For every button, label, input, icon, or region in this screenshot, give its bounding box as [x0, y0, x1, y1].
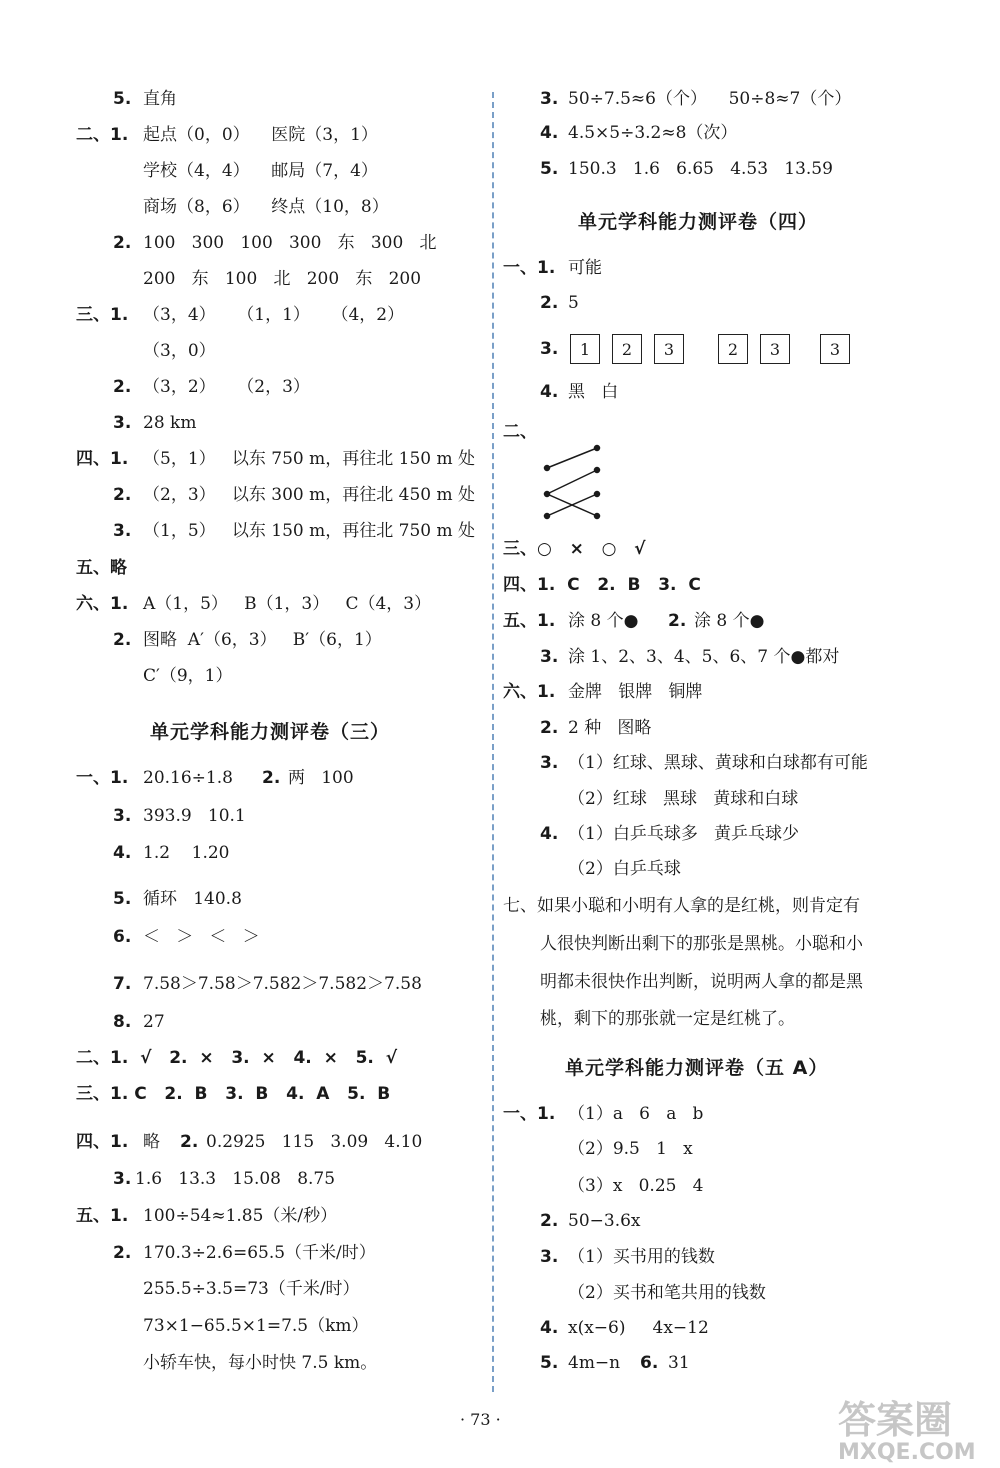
- answer-text: 2.: [180, 1132, 199, 1152]
- answer-text: 涂 8 个●: [694, 611, 765, 631]
- answer-text: 2.: [113, 233, 132, 253]
- answer-text: 4.5×5÷3.2≈8（次）: [568, 123, 738, 143]
- answer-text: （2）红球 黑球 黄球和白球: [568, 789, 799, 809]
- watermark-text: 答案圈: [838, 1398, 953, 1442]
- answer-text: 4.: [113, 843, 132, 863]
- number-box: 3: [820, 334, 850, 364]
- answer-text: 三、○ × ○ √: [503, 539, 646, 559]
- answer-text: 2.: [540, 1211, 559, 1231]
- answer-text: 3.: [540, 1247, 559, 1267]
- answer-text: 2.: [540, 293, 559, 313]
- answer-text: （1）白乒乓球多 黄乒乓球少: [568, 824, 800, 844]
- answer-text: 学校（4，4） 邮局（7，4）: [143, 161, 378, 181]
- answer-text: 商场（8，6） 终点（10，8）: [143, 197, 389, 217]
- section-heading: 单元学科能力测评卷（四）: [578, 211, 819, 233]
- answer-text: 200 东 100 北 200 东 200: [143, 269, 422, 289]
- answer-text: x(x−6) 4x−12: [568, 1318, 709, 1338]
- number-box: 2: [612, 334, 642, 364]
- answer-text: 5.: [113, 89, 132, 109]
- number-box: 3: [654, 334, 684, 364]
- answer-text: 4.: [540, 123, 559, 143]
- page-number: · 73 ·: [460, 1410, 501, 1429]
- answer-text: 3.: [540, 339, 559, 359]
- answer-text: （3，0）: [143, 341, 216, 361]
- answer-text: 170.3÷2.6=65.5（千米/时）: [143, 1243, 376, 1263]
- answer-text: 小轿车快，每小时快 7.5 km。: [143, 1353, 378, 1373]
- answer-text: 393.9 10.1: [143, 806, 246, 826]
- answer-text: 2.: [113, 377, 132, 397]
- answer-text: 二、1. √ 2. × 3. × 4. × 5. √: [76, 1048, 398, 1068]
- answer-text: 四、1.: [76, 449, 129, 469]
- answer-text: 人很快判断出剩下的那张是黑桃。小聪和小: [540, 934, 863, 954]
- section-heading: 单元学科能力测评卷（三）: [150, 721, 391, 743]
- answer-text: 2.: [113, 485, 132, 505]
- answer-text: 黑 白: [568, 382, 619, 402]
- answer-text: 150.3 1.6 6.65 4.53 13.59: [568, 159, 833, 179]
- answer-text: 0.2925 115 3.09 4.10: [206, 1132, 423, 1152]
- answer-text: 20.16÷1.8: [143, 768, 233, 788]
- answer-text: （3，2） （2，3）: [143, 377, 310, 397]
- answer-text: 三、1. C 2. B 3. B 4. A 5. B: [76, 1084, 391, 1104]
- answer-text: 255.5÷3.5=73（千米/时）: [143, 1279, 360, 1299]
- answer-text: 2.: [113, 1243, 132, 1263]
- answer-text: 涂 8 个●: [568, 611, 639, 631]
- answer-text: ＜ ＞ ＜ ＞: [143, 927, 260, 947]
- answer-text: 3.: [113, 1169, 132, 1189]
- answer-text: （2）白乒乓球: [568, 859, 681, 879]
- answer-text: 100 300 100 300 东 300 北: [143, 233, 437, 253]
- watermark-url: MXQE.COM: [838, 1440, 976, 1465]
- answer-text: （2）买书和笔共用的钱数: [568, 1283, 766, 1303]
- answer-text: 4.: [540, 824, 559, 844]
- answer-text: 3.: [540, 89, 559, 109]
- answer-text: 2.: [113, 630, 132, 650]
- answer-text: （2，3） 以东 300 m，再往北 450 m 处: [143, 485, 475, 505]
- answer-text: 3.: [540, 753, 559, 773]
- answer-text: 桃，剩下的那张就一定是红桃了。: [540, 1009, 795, 1029]
- answer-text: 二、1.: [76, 125, 129, 145]
- answer-text: （1）买书用的钱数: [568, 1247, 715, 1267]
- answer-text: 一、1.: [503, 258, 556, 278]
- answer-text: （5，1） 以东 750 m，再往北 150 m 处: [143, 449, 475, 469]
- answer-text: 五、略: [76, 558, 127, 578]
- answer-text: 循环 140.8: [143, 889, 242, 909]
- answer-text: 六、1.: [503, 682, 556, 702]
- number-box: 1: [570, 334, 600, 364]
- answer-text: 2.: [262, 768, 281, 788]
- answer-text: 5: [568, 293, 579, 313]
- matching-lines-diagram: [535, 440, 615, 525]
- answer-text: 50−3.6x: [568, 1211, 641, 1231]
- column-divider: [492, 92, 494, 1392]
- answer-text: 50÷7.5≈6（个） 50÷8≈7（个）: [568, 89, 852, 109]
- answer-text: 五、1.: [503, 611, 556, 631]
- answer-text: 二、: [503, 422, 537, 442]
- answer-text: 73×1−65.5×1=7.5（km）: [143, 1316, 369, 1336]
- answer-text: 一、1.: [76, 768, 129, 788]
- answer-text: 五、1.: [76, 1206, 129, 1226]
- answer-text: 5.: [540, 159, 559, 179]
- answer-text: 5.: [113, 889, 132, 909]
- answer-text: 2.: [668, 611, 687, 631]
- answer-text: （3，4） （1，1） （4，2）: [143, 305, 405, 325]
- answer-text: 四、1.: [76, 1132, 129, 1152]
- answer-text: 4m−n: [568, 1353, 621, 1373]
- answer-text: 3.: [113, 806, 132, 826]
- answer-text: （2）9.5 1 x: [568, 1139, 693, 1159]
- answer-text: （1，5） 以东 150 m，再往北 750 m 处: [143, 521, 475, 541]
- answer-text: 图略 A′（6，3） B′（6，1）: [143, 630, 382, 650]
- answer-text: 100÷54≈1.85（米/秒）: [143, 1206, 338, 1226]
- answer-text: 涂 1、2、3、4、5、6、7 个●都对: [568, 647, 840, 667]
- answer-text: 三、1.: [76, 305, 129, 325]
- answer-text: 直角: [143, 89, 177, 109]
- answer-text: （3）x 0.25 4: [568, 1176, 704, 1196]
- answer-text: 7.: [113, 974, 132, 994]
- answer-text: 27: [143, 1012, 165, 1032]
- answer-text: 3.: [540, 647, 559, 667]
- answer-text: 6.: [640, 1353, 659, 1373]
- answer-text: 金牌 银牌 铜牌: [568, 682, 703, 702]
- answer-text: 6.: [113, 927, 132, 947]
- answer-text: 7.58＞7.58＞7.582＞7.582＞7.58: [143, 974, 422, 994]
- answer-text: 4.: [540, 382, 559, 402]
- section-heading: 单元学科能力测评卷（五 A）: [565, 1057, 829, 1079]
- answer-text: 1.6 13.3 15.08 8.75: [135, 1169, 336, 1189]
- watermark-logo: [838, 1400, 976, 1466]
- answer-text: 31: [668, 1353, 690, 1373]
- answer-text: C′（9，1）: [143, 666, 233, 686]
- answer-text: 8.: [113, 1012, 132, 1032]
- answer-text: 1.2 1.20: [143, 843, 230, 863]
- answer-text: 两 100: [288, 768, 354, 788]
- answer-text: 2.: [540, 718, 559, 738]
- answer-text: 5.: [540, 1353, 559, 1373]
- answer-text: 六、1.: [76, 594, 129, 614]
- answer-text: 4.: [540, 1318, 559, 1338]
- answer-text: 3.: [113, 413, 132, 433]
- answer-text: 四、1. C 2. B 3. C: [503, 575, 701, 595]
- answer-text: （1）红球、黑球、黄球和白球都有可能: [568, 753, 868, 773]
- answer-text: 28 km: [143, 413, 197, 433]
- number-box: 2: [718, 334, 748, 364]
- answer-text: 3.: [113, 521, 132, 541]
- answer-text: 2 种 图略: [568, 718, 652, 738]
- answer-text: （1）a 6 a b: [568, 1104, 704, 1124]
- answer-text: 一、1.: [503, 1104, 556, 1124]
- number-box: 3: [760, 334, 790, 364]
- answer-text: A（1，5） B（1，3） C（4，3）: [143, 594, 432, 614]
- answer-text: 明都未很快作出判断，说明两人拿的都是黑: [540, 972, 863, 992]
- answer-text: 略: [143, 1132, 160, 1152]
- answer-text: 起点（0，0） 医院（3，1）: [143, 125, 378, 145]
- answer-text: 可能: [568, 258, 602, 278]
- answer-text: 七、如果小聪和小明有人拿的是红桃，则肯定有: [503, 896, 860, 916]
